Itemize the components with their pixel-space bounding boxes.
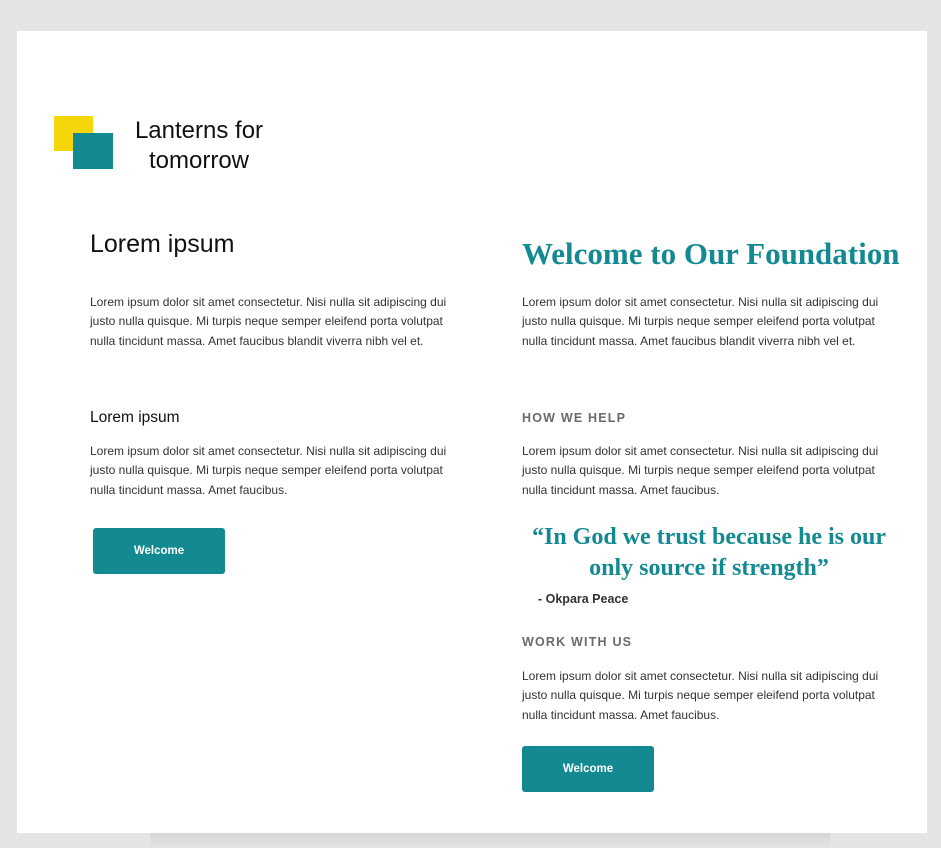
- left-heading: Lorem ipsum: [90, 230, 235, 258]
- left-intro-text: Lorem ipsum dolor sit amet consectetur. Nisi nulla sit adipiscing dui justo nulla quisque. Mi turpis neque semper eleifend porta volutpat nulla tincidunt massa. Amet faucibus blandit viverra nibh vel et.: [90, 295, 447, 348]
- work-with-us-text: Lorem ipsum dolor sit amet consectetur. Nisi nulla sit adipiscing dui justo nulla quisque. Mi turpis neque semper eleifend porta volutpat nulla tincidunt massa. Amet faucibus.: [522, 669, 879, 722]
- how-we-help-label: HOW WE HELP: [522, 411, 627, 425]
- quote-author: - Okpara Peace: [538, 592, 629, 606]
- how-we-help-text: Lorem ipsum dolor sit amet consectetur. Nisi nulla sit adipiscing dui justo nulla quisque. Mi turpis neque semper eleifend porta volutpat nulla tincidunt massa. Amet faucibus.: [522, 444, 879, 497]
- right-welcome-button[interactable]: Welcome: [522, 746, 654, 792]
- foundation-heading: Welcome to Our Foundation: [522, 236, 900, 271]
- logo-text: Lanterns for tomorrow: [134, 117, 264, 174]
- right-intro-text: Lorem ipsum dolor sit amet consectetur. Nisi nulla sit adipiscing dui justo nulla quisque. Mi turpis neque semper eleifend porta volutpat nulla tincidunt massa. Amet faucibus blandit viverra nibh vel et.: [522, 295, 879, 348]
- work-with-us-label: WORK WITH US: [522, 635, 633, 649]
- left-sub-text: Lorem ipsum dolor sit amet consectetur. Nisi nulla sit adipiscing dui justo nulla quisque. Mi turpis neque semper eleifend porta volutpat nulla tincidunt massa. Amet faucibus.: [90, 444, 447, 497]
- quote-text: “In God we trust because he is our only source if strength”: [531, 524, 886, 581]
- page-shadow: [150, 833, 830, 848]
- logo-teal-square: [73, 133, 113, 169]
- left-welcome-button[interactable]: Welcome: [93, 528, 225, 574]
- left-subheading: Lorem ipsum: [90, 409, 180, 426]
